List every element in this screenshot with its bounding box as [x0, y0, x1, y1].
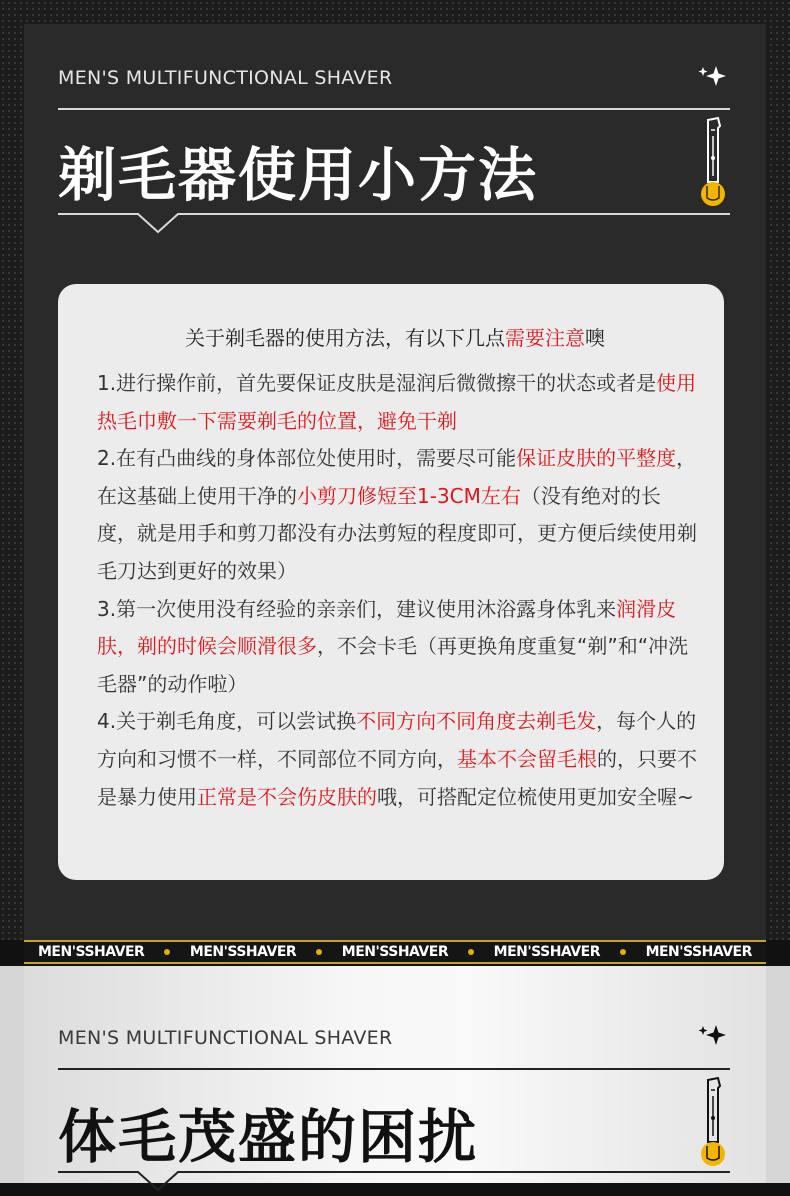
tip-4-text-c: 的，只要不是暴力使用 [97, 746, 697, 809]
section2-eyebrow: MEN'S MULTIFUNCTIONAL SHAVER [58, 1027, 393, 1049]
section2-title: 体毛茂盛的困扰 [58, 1103, 479, 1171]
tip-2-text-b: ，在这基础上使用干净的 [97, 446, 697, 508]
tip-2 [97, 440, 697, 590]
razor-icon [698, 1076, 728, 1168]
tip-2-highlight-1: 保证皮肤的平整度 [516, 446, 677, 471]
marquee-item: MEN'SSHAVER [645, 944, 752, 960]
tip-2-text-c: （没有绝对的长度，就是用手和剪刀都没有办法剪短的程度即可，更方便后续使用剃毛刀达到更好的效果） [97, 483, 697, 583]
marquee-item: MEN'SSHAVER [38, 944, 145, 960]
tips-body [97, 365, 697, 816]
tip-3 [97, 591, 697, 704]
tips-card-heading [0, 322, 790, 351]
tip-1-highlight: 使用热毛巾敷一下需要剃毛的位置，避免干剃 [97, 371, 697, 433]
tip-2-text-a: 2.在有凸曲线的身体部位处使用时，需要尽可能 [97, 446, 517, 471]
marquee-dot-icon [316, 949, 322, 955]
section1-title: 剃毛器使用小方法 [58, 141, 539, 209]
marquee-dot-icon [164, 949, 170, 955]
tip-1-text: 1.进行操作前，首先要保证皮肤是湿润后微微擦干的状态或者是 [97, 371, 657, 395]
tip-3-text-a: 3.第一次使用没有经验的亲亲们，建议使用沐浴露身体乳来 [97, 596, 617, 621]
marquee-dot-icon [620, 949, 626, 955]
marquee-item: MEN'SSHAVER [493, 944, 600, 960]
marquee-dot-icon [468, 949, 474, 955]
brand-marquee-strip [24, 940, 766, 964]
heading-suffix: 噢 [585, 326, 605, 350]
section2-title-underline [58, 1170, 730, 1196]
tip-4-highlight-2: 基本不会留毛根 [457, 746, 597, 771]
section1-top-rule [58, 108, 730, 110]
sparkle-icon [698, 1023, 728, 1047]
tip-2-highlight-2: 小剪刀修短至1-3CM左右 [297, 483, 521, 508]
section2-top-rule [58, 1068, 730, 1070]
heading-prefix: 关于剃毛器的使用方法，有以下几点 [185, 326, 505, 350]
tip-3-text-b: ，不会卡毛（再更换角度重复“剃”和“冲洗毛器”的动作啦） [97, 634, 689, 696]
sparkle-icon [698, 64, 728, 88]
tip-4-text-a: 4.关于剃毛角度，可以尝试换 [97, 709, 357, 734]
tip-4 [97, 703, 697, 816]
marquee-item: MEN'SSHAVER [341, 944, 449, 960]
razor-icon [698, 116, 728, 208]
marquee-item: MEN'SSHAVER [189, 944, 297, 960]
heading-highlight: 需要注意 [505, 326, 585, 350]
tip-4-highlight-1: 不同方向不同角度去剃毛发 [356, 709, 597, 734]
tip-1 [97, 365, 697, 440]
tip-3-highlight: 润滑皮肤，剃的时候会顺滑很多 [97, 596, 677, 659]
tip-4-text-b: ，每个人的方向和习惯不一样，不同部位不同方向， [97, 709, 697, 771]
section1-eyebrow: MEN'S MULTIFUNCTIONAL SHAVER [58, 67, 393, 89]
tip-4-text-d: 哦，可搭配定位梳使用更加安全喔~ [377, 784, 694, 809]
section1-title-underline [58, 212, 730, 238]
tip-4-highlight-3: 正常是不会伤皮肤的 [197, 784, 377, 809]
